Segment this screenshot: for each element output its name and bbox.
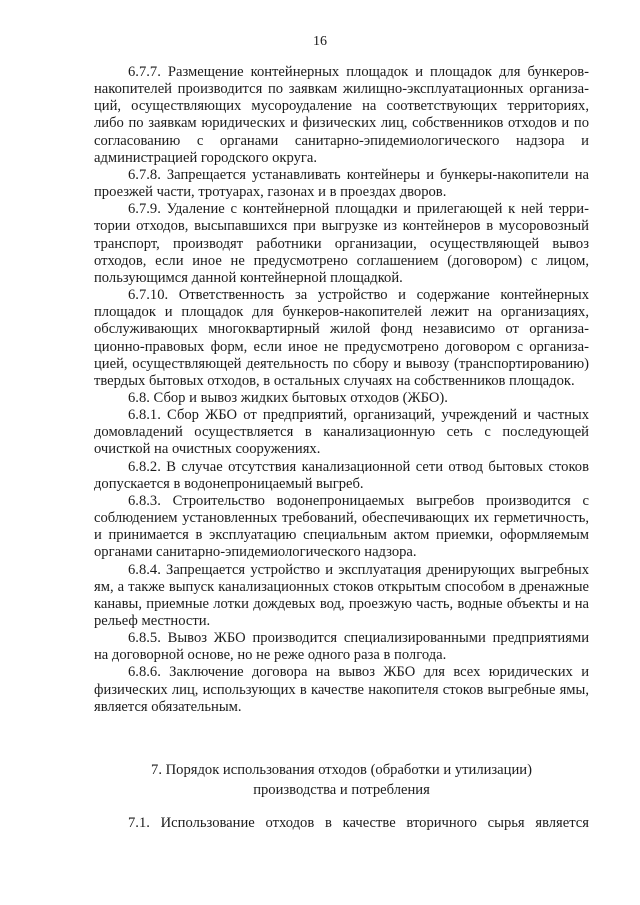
paragraph-6-8-2: 6.8.2. В случае отсутствия канализационной сети отвод бытовых стоков допускается в водонепроницаемый выгреб. — [94, 458, 589, 492]
paragraph-6-7-9: 6.7.9. Удаление с контейнерной площадки и прилегающей к ней территории отходов, высыпавшихся при выгрузке из контейнеров в мусоровозный транспорт, производят работники организации, осуществляющей вывоз отходов, если иное не предусмотрено соглашением (договором) с лицом, пользующимся данной контейнерной площадкой. — [94, 201, 589, 286]
paragraph-6-8: 6.8. Сбор и вывоз жидких бытовых отходов (ЖБО). — [128, 389, 448, 406]
paragraph-6-7-8: 6.7.8. Запрещается устанавливать контейнеры и бункеры-накопители на проезжей части, тротуарах, газонах и в проездах дворов. — [94, 166, 589, 201]
paragraph-6-8-6: 6.8.6. Заключение договора на вывоз ЖБО для всех юридических и физических лиц, использующих в качестве накопителя стоков выгребные ямы, является обязательным. — [94, 664, 589, 715]
paragraph-6-8-1: 6.8.1. Сбор ЖБО от предприятий, организаций, учреждений и частных домовладений осуществляется в канализационную сеть с последующей очисткой на очистных сооружениях. — [94, 407, 589, 458]
page-number: 16 — [313, 34, 327, 49]
paragraph-7-1: 7.1. Использование отходов в качестве вторичного сырья является — [128, 815, 589, 831]
paragraph-6-8-3: 6.8.3. Строительство водонепроницаемых выгребов производится с соблюдением установленных требований, обеспечивающих их герметичность, и принимается в эксплуатацию специальным актом приемки, оформляемым органами санитарно-эпидемиологического надзора. — [94, 492, 589, 561]
paragraph-6-8-4: 6.8.4. Запрещается устройство и эксплуатация дренирующих выгребных ям, а также выпуск канализационных стоков открытым способом в дренажные канавы, приемные лотки дождевых вод, проезжую часть, водные объекты и на рельеф местности. — [94, 561, 589, 629]
section-heading-line2: производства и потребления — [253, 782, 430, 798]
section-heading — [94, 760, 589, 800]
paragraph-6-7-7: 6.7.7. Размещение контейнерных площадок и площадок для бункеров-накопителей производится по заявкам жилищно-эксплуатационных организаций, осуществляющих мусороудаление на соответствующих территориях, либо по заявкам юридических и физических лиц, собственников отходов и по согласованию с органами санитарно-эпидемиологического надзора и администрацией городского округа. — [94, 64, 589, 166]
section-heading-line1: 7. Порядок использования отходов (обработки и утилизации) — [151, 762, 532, 778]
document-body — [94, 64, 589, 716]
paragraph-6-8-5: 6.8.5. Вывоз ЖБО производится специализированными предприятиями на договорной основе, но не реже одного раза в полгода. — [94, 630, 589, 664]
paragraph-6-7-10: 6.7.10. Ответственность за устройство и содержание контейнерных площадок и площадок для бункеров-накопителей лежит на организациях, обслуживающих многоквартирный жилой фонд независимо от организационно-правовых форм, если иное не предусмотрено договором с организацией, осуществляющей деятельность по сбору и вывозу (транспортированию) твердых бытовых отходов, в остальных случаях на собственников площадок. — [94, 287, 589, 389]
